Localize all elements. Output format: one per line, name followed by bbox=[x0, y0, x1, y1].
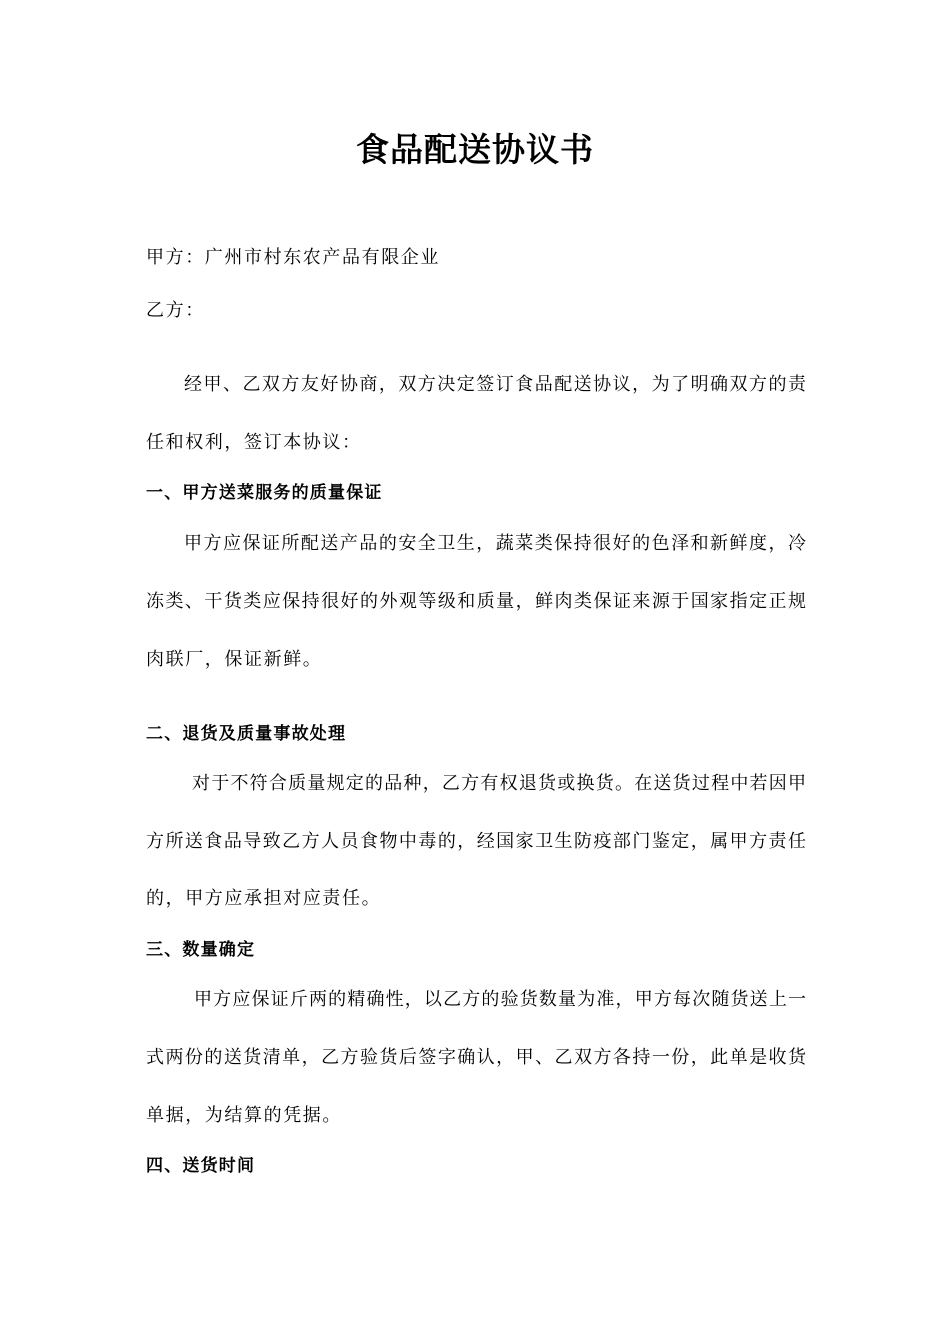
section-2-line-2: 方所送食品导致乙方人员食物中毒的，经国家卫生防疫部门鉴定，属甲方责任 bbox=[146, 831, 806, 852]
section-2-line-1: 对于不符合质量规定的品种，乙方有权退货或换货。在送货过程中若因甲 bbox=[192, 773, 806, 794]
section-4-heading: 四、送货时间 bbox=[146, 1156, 256, 1176]
section-3-line-1: 甲方应保证斤两的精确性，以乙方的验货数量为准，甲方每次随货送上一 bbox=[194, 989, 806, 1010]
section-3-line-3: 单据，为结算的凭据。 bbox=[146, 1105, 342, 1126]
section-1-line-1: 甲方应保证所配送产品的安全卫生，蔬菜类保持很好的色泽和新鲜度，冷 bbox=[184, 533, 806, 554]
section-1-line-2: 冻类、干货类应保持很好的外观等级和质量，鲜肉类保证来源于国家指定正规 bbox=[146, 591, 806, 612]
section-2-line-3: 的，甲方应承担对应责任。 bbox=[146, 888, 382, 909]
intro-line-2: 任和权利，签订本协议： bbox=[146, 432, 362, 453]
intro-line-1: 经甲、乙双方友好协商，双方决定签订食品配送协议，为了明确双方的责 bbox=[184, 374, 806, 395]
section-3-heading: 三、数量确定 bbox=[146, 940, 256, 960]
party-b-line: 乙方： bbox=[146, 300, 205, 321]
section-3-line-2: 式两份的送货清单，乙方验货后签字确认，甲、乙双方各持一份，此单是收货 bbox=[146, 1047, 806, 1068]
party-a-line: 甲方：广州市村东农产品有限企业 bbox=[146, 247, 440, 268]
section-2-heading: 二、退货及质量事故处理 bbox=[146, 724, 347, 744]
section-1-heading: 一、甲方送菜服务的质量保证 bbox=[146, 483, 383, 503]
section-1-line-3: 肉联厂，保证新鲜。 bbox=[146, 649, 323, 670]
document-title: 食品配送协议书 bbox=[356, 130, 594, 169]
